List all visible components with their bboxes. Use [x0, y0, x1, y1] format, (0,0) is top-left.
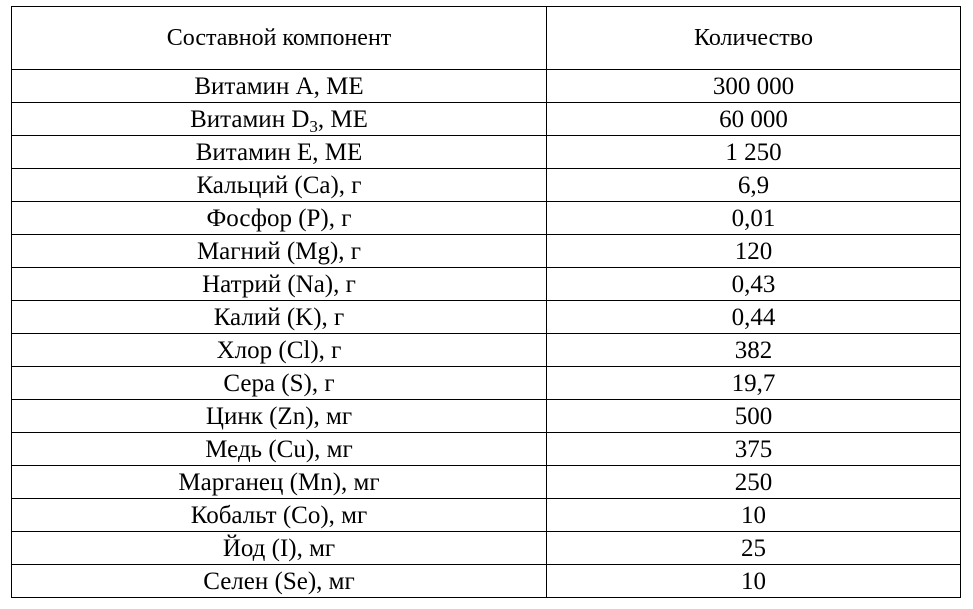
table-row — [12, 136, 961, 169]
component-cell: Цинк (Zn), мг — [12, 400, 547, 433]
table-row — [12, 367, 961, 400]
quantity-cell: 1 250 — [547, 136, 961, 169]
component-cell: Кобальт (Co), мг — [12, 499, 547, 532]
table-row — [12, 202, 961, 235]
component-cell: Магний (Mg), г — [12, 235, 547, 268]
quantity-cell: 120 — [547, 235, 961, 268]
quantity-cell: 6,9 — [547, 169, 961, 202]
component-cell: Кальций (Са), г — [12, 169, 547, 202]
quantity-cell: 10 — [547, 565, 961, 598]
component-cell: Натрий (Na), г — [12, 268, 547, 301]
component-cell: Витамин А, МЕ — [12, 70, 547, 103]
header-quantity: Количество — [547, 7, 961, 70]
quantity-cell: 375 — [547, 433, 961, 466]
table-row — [12, 268, 961, 301]
component-cell: Фосфор (Р), г — [12, 202, 547, 235]
component-cell: Калий (K), г — [12, 301, 547, 334]
component-cell: Хлор (Cl), г — [12, 334, 547, 367]
component-cell: Сера (S), г — [12, 367, 547, 400]
table-row — [12, 400, 961, 433]
table-row — [12, 499, 961, 532]
component-cell: Витамин Е, МЕ — [12, 136, 547, 169]
component-cell: Марганец (Mn), мг — [12, 466, 547, 499]
table-row — [12, 532, 961, 565]
quantity-cell: 300 000 — [547, 70, 961, 103]
quantity-cell: 382 — [547, 334, 961, 367]
quantity-cell: 0,01 — [547, 202, 961, 235]
quantity-cell: 60 000 — [547, 103, 961, 136]
quantity-cell: 25 — [547, 532, 961, 565]
component-cell: Йод (I), мг — [12, 532, 547, 565]
table-row — [12, 466, 961, 499]
quantity-cell: 19,7 — [547, 367, 961, 400]
table-header-row — [12, 7, 961, 70]
component-cell: Медь (Cu), мг — [12, 433, 547, 466]
composition-table — [11, 6, 961, 598]
quantity-cell: 0,43 — [547, 268, 961, 301]
quantity-cell: 0,44 — [547, 301, 961, 334]
table-row — [12, 103, 961, 136]
subscript: 3 — [309, 116, 318, 136]
component-unit: , МЕ — [317, 105, 368, 133]
header-component: Составной компонент — [12, 7, 547, 70]
table-row — [12, 565, 961, 598]
component-name: Витамин D — [190, 105, 310, 133]
table-row — [12, 235, 961, 268]
component-cell: Селен (Se), мг — [12, 565, 547, 598]
quantity-cell: 250 — [547, 466, 961, 499]
table-row — [12, 301, 961, 334]
table-row — [12, 334, 961, 367]
table-row — [12, 70, 961, 103]
component-cell — [12, 103, 547, 136]
quantity-cell: 500 — [547, 400, 961, 433]
quantity-cell: 10 — [547, 499, 961, 532]
table-row — [12, 169, 961, 202]
table-row — [12, 433, 961, 466]
